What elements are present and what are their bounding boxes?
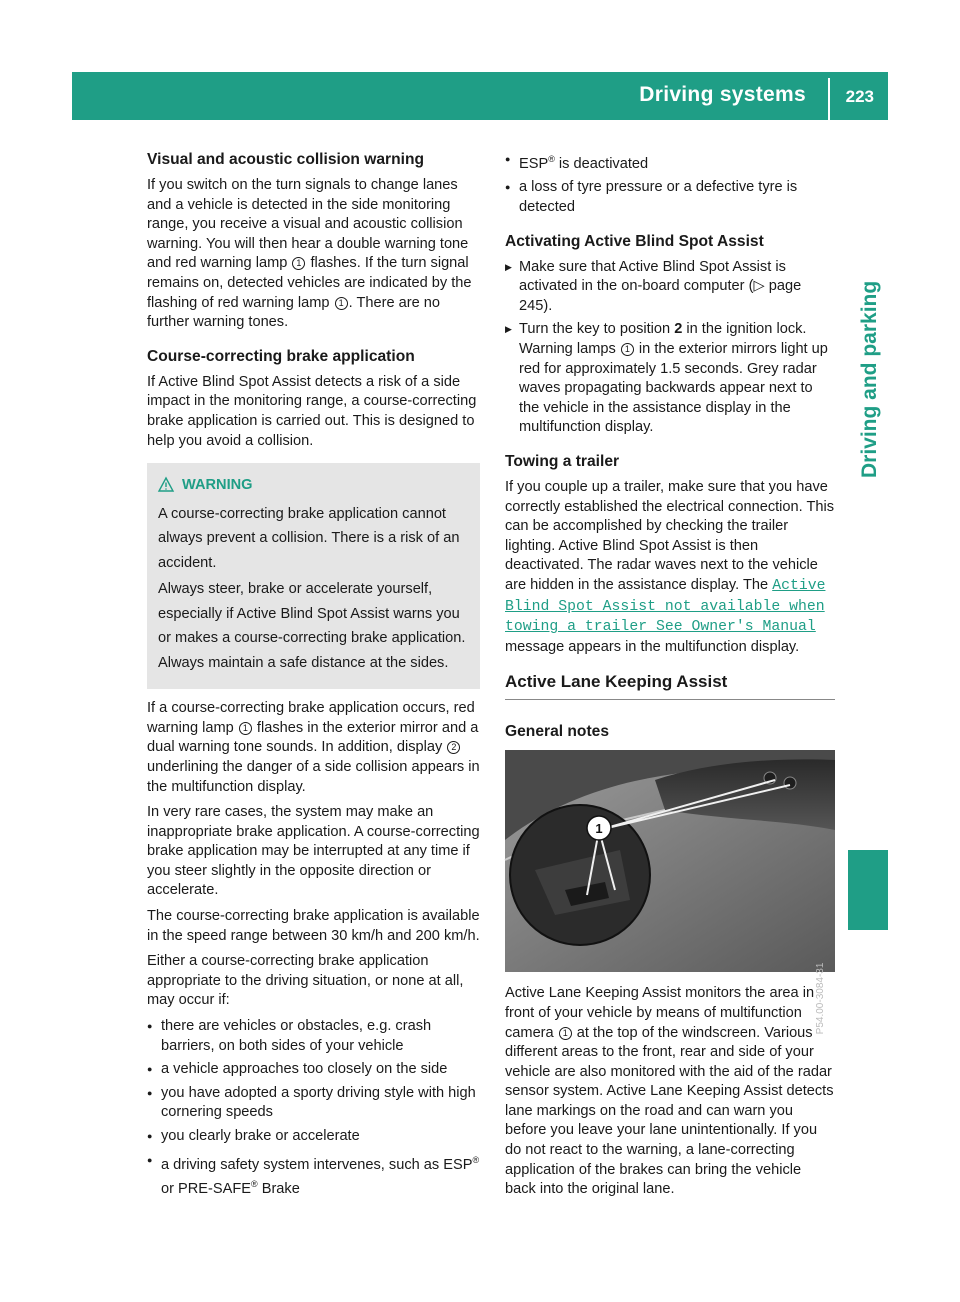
section-rule	[505, 671, 835, 700]
paragraph-course-correcting: If Active Blind Spot Assist detects a risk of a side impact in the monitoring range, a course-correcting brake application is carried out. This is designed to help you avoid a collision.	[147, 373, 477, 449]
callout-1: 1	[621, 343, 634, 356]
right-column	[505, 150, 835, 1206]
list-item: ● there are vehicles or obstacles, e.g. crash barriers, on both sides of your vehicle	[147, 1017, 480, 1056]
paragraph-visual-warning: If you switch on the turn signals to change lanes and a vehicle is detected in the side monitoring range, you receive a visual and acoustic collision warning. You will then hear a double warning tone and red warning lamp 1 flashes. If the turn signal remains on, detected vehicles are indicated by the flashing of red warning lamp 1 . There are no further warning tones.	[147, 177, 472, 331]
warning-text-2: Always steer, brake or accelerate yourself, especially if Active Blind Spot Assist warns you or makes a course-correcting brake application. Always maintain a safe distance at the sides.	[158, 581, 466, 671]
header-bar	[72, 72, 888, 120]
warning-box	[147, 463, 480, 689]
heading-course-correcting: Course-correcting brake application	[147, 347, 415, 365]
left-column	[147, 150, 480, 1206]
paragraph-speed-range: The course-correcting brake application is available in the speed range between 30 km/h and 200 km/h.	[147, 908, 480, 944]
page-reference[interactable]: ▷ page 245	[519, 278, 802, 314]
list-item: ● you have adopted a sporty driving style with high cornering speeds	[147, 1084, 480, 1123]
heading-general-notes: General notes	[505, 723, 609, 741]
callout-2: 2	[447, 741, 460, 754]
callout-1: 1	[335, 297, 348, 310]
condition-list	[147, 1017, 480, 1199]
paragraph-may-occur: Either a course-correcting brake application appropriate to the driving situation, or none at all, may occur if:	[147, 953, 464, 1009]
heading-lane-keeping: Active Lane Keeping Assist	[505, 672, 728, 692]
heading-towing: Towing a trailer	[505, 452, 620, 470]
list-item: ● ESP® is deactivated	[505, 150, 835, 174]
heading-activating: Activating Active Blind Spot Assist	[505, 232, 764, 250]
heading-visual-warning: Visual and acoustic collision warning	[147, 151, 425, 168]
list-item: ● a driving safety system intervenes, such as ESP® or PRE-SAFE® Brake	[147, 1151, 480, 1200]
callout-1: 1	[559, 1027, 572, 1040]
display-message: Active Blind Spot Assist not available when towing a trailer See Owner's Manual	[505, 577, 826, 636]
figure-callout-1: 1	[595, 821, 603, 837]
paragraph-towing: If you couple up a trailer, make sure that you have correctly established the electrical connection. This can be accomplished by checking the trailer lighting. Active Blind Spot Assist is then deactivated. The radar waves next to the vehicle are hidden in the assistance display. The Active Blind Spot Assist not available when towing a trailer See Owner's Manual message appears in the multifunction display.	[505, 478, 835, 655]
windscreen-camera-figure	[505, 750, 835, 1035]
callout-1: 1	[239, 722, 252, 735]
step-item: ▶ Make sure that Active Blind Spot Assist is activated in the on-board computer (▷ page 245).	[505, 258, 835, 317]
callout-1: 1	[292, 257, 305, 270]
condition-list-continued	[505, 150, 835, 218]
list-item: ● a loss of tyre pressure or a defective tyre is detected	[505, 178, 835, 217]
warning-triangle-icon	[158, 477, 174, 492]
figure-code: P54.00-3084-31	[815, 962, 827, 1035]
side-tab-label: Driving and parking	[858, 280, 881, 478]
page-number: 223	[845, 87, 874, 106]
list-item: ● a vehicle approaches too closely on the side	[147, 1060, 480, 1080]
side-tab-marker	[848, 850, 888, 930]
car-illustration	[505, 750, 835, 972]
list-item: ● you clearly brake or accelerate	[147, 1127, 480, 1147]
header-divider	[828, 78, 830, 120]
section-title: Driving systems	[639, 83, 806, 106]
paragraph-brake-occurs: If a course-correcting brake application occurs, red warning lamp 1 flashes in the exterior mirror and a dual warning tone sounds. In addition, display 2 underlining the danger of a side collision appears in the multifunction display.	[147, 700, 480, 795]
activation-steps	[505, 258, 835, 438]
warning-header: WARNING	[158, 473, 468, 498]
step-item: ▶ Turn the key to position 2 in the ignition lock. Warning lamps 1 in the exterior mirrors light up red for approximately 1.5 seconds. Grey radar waves propagating backwards appear next to the vehicle in the assistance display in the multifunction display.	[505, 320, 835, 438]
paragraph-lane-keeping: Active Lane Keeping Assist monitors the area in front of your vehicle by means of multifunction camera 1 at the top of the windscreen. Various different areas to the front, rear and side of your vehicle are also monitored with the aid of the radar sensor system. Active Lane Keeping Assist detects lane markings on the road and can warn you before you leave your lane unintentionally. If you do not react to the warning, a lane-correcting application of the brakes can bring the vehicle back into the original lane.	[505, 985, 834, 1198]
paragraph-rare-cases: In very rare cases, the system may make an inappropriate brake application. A course-correcting brake application may be interrupted at any time if you steer slightly in the opposite direction or accelerate.	[147, 804, 480, 899]
warning-text-1: A course-correcting brake application cannot always prevent a collision. There is a risk of an accident.	[158, 505, 460, 571]
